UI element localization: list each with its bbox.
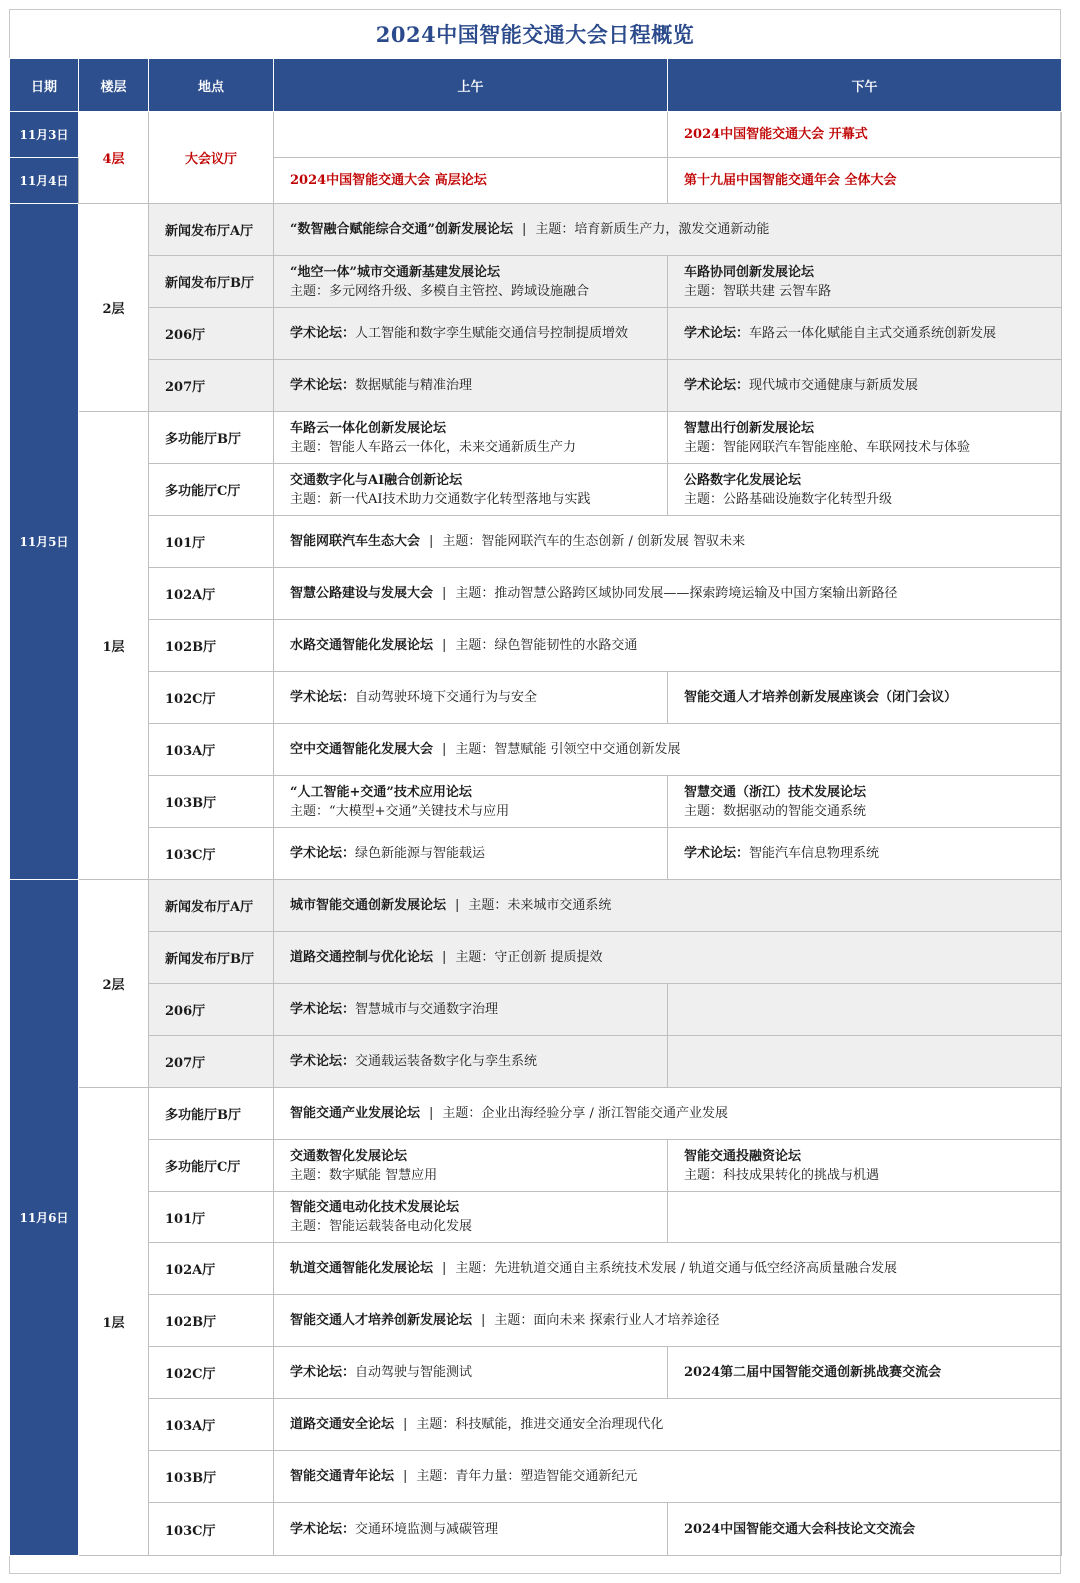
session-topic: 主题：“大模型+交通”关键技术与应用 <box>290 803 510 819</box>
am-cell <box>274 112 668 158</box>
separator: | <box>429 1106 434 1121</box>
separator: | <box>442 586 447 601</box>
session-title: 智能交通人才培养创新发展座谈会（闭门会议） <box>684 690 958 705</box>
session-title: 2024第二届中国智能交通创新挑战赛交流会 <box>684 1365 942 1380</box>
room-cell: 103B厅 <box>149 776 274 828</box>
floor-cell: 2层 <box>79 204 149 412</box>
session-topic: 自动驾驶环境下交通行为与安全 <box>355 690 538 705</box>
schedule-row <box>10 1036 1062 1088</box>
floor-cell: 1层 <box>79 1088 149 1556</box>
session-title: 轨道交通智能化发展论坛 <box>290 1261 434 1276</box>
pm-cell <box>668 984 1062 1036</box>
am-cell <box>274 1036 668 1088</box>
floor-cell: 2层 <box>79 880 149 1088</box>
separator: | <box>521 222 527 237</box>
pm-cell <box>668 1503 1062 1556</box>
session-title: 学术论坛： <box>290 1365 356 1380</box>
session-topic: 主题：未来城市交通系统 <box>468 898 612 913</box>
header-place: 地点 <box>149 59 274 112</box>
schedule-row <box>10 412 1062 464</box>
separator: | <box>481 1313 486 1328</box>
schedule-row <box>10 1088 1062 1140</box>
schedule-row <box>10 360 1062 412</box>
room-cell: 多功能厅C厅 <box>149 464 274 516</box>
session-full-cell <box>274 932 1062 984</box>
am-cell <box>274 1503 668 1556</box>
session-topic: 智能汽车信息物理系统 <box>749 846 880 861</box>
room-cell: 103B厅 <box>149 1451 274 1503</box>
schedule-row <box>10 464 1062 516</box>
session-title: 学术论坛： <box>290 326 356 341</box>
session-title: 学术论坛： <box>290 846 356 861</box>
session-title: 学术论坛： <box>290 1521 356 1537</box>
session-full-cell <box>274 1399 1062 1451</box>
pm-cell: 第十九届中国智能交通年会 全体大会 <box>668 158 1062 204</box>
schedule-row <box>10 516 1062 568</box>
session-topic: 主题：企业出海经验分享 / 浙江智能交通产业发展 <box>442 1106 729 1121</box>
session-title: 2024中国智能交通大会科技论文交流会 <box>684 1521 916 1537</box>
separator: | <box>455 898 460 913</box>
room-cell: 新闻发布厅B厅 <box>149 256 274 308</box>
header-pm: 下午 <box>668 59 1062 112</box>
room-cell: 新闻发布厅A厅 <box>149 880 274 932</box>
session-topic: 主题：科技成果转化的挑战与机遇 <box>684 1167 880 1183</box>
session-title: 智慧公路建设与发展大会 <box>290 586 434 601</box>
room-cell: 103A厅 <box>149 1399 274 1451</box>
schedule-row <box>10 308 1062 360</box>
room-cell: 207厅 <box>149 1036 274 1088</box>
room-cell: 102C厅 <box>149 672 274 724</box>
session-topic: 主题：科技赋能，推进交通安全治理现代化 <box>416 1417 664 1432</box>
schedule-row <box>10 1243 1062 1295</box>
schedule-row <box>10 776 1062 828</box>
session-full-cell <box>274 1243 1062 1295</box>
am-cell <box>274 984 668 1036</box>
session-title: 智能交通青年论坛 <box>290 1469 395 1484</box>
date-cell: 11月6日 <box>10 880 79 1556</box>
session-title: 学术论坛： <box>684 326 750 341</box>
session-topic: 现代城市交通健康与新质发展 <box>749 378 919 393</box>
am-cell <box>274 308 668 360</box>
floor-cell: 1层 <box>79 412 149 880</box>
session-topic: 主题：先进轨道交通自主系统技术发展 / 轨道交通与低空经济高质量融合发展 <box>455 1261 898 1276</box>
schedule-row <box>10 620 1062 672</box>
session-full-cell <box>274 1295 1062 1347</box>
pm-cell <box>668 308 1062 360</box>
session-title: 智能交通投融资论坛 <box>684 1148 802 1164</box>
session-full-cell <box>274 880 1062 932</box>
am-cell <box>274 672 668 724</box>
room-cell: 多功能厅B厅 <box>149 1088 274 1140</box>
separator: | <box>442 950 447 965</box>
pm-cell <box>668 672 1062 724</box>
am-cell <box>274 1140 668 1192</box>
session-title: 学术论坛： <box>684 378 750 393</box>
room-cell: 新闻发布厅A厅 <box>149 204 274 256</box>
room-cell: 103A厅 <box>149 724 274 776</box>
pm-cell <box>668 464 1062 516</box>
separator: | <box>442 742 447 757</box>
header-row <box>10 59 1062 112</box>
session-topic: 主题：智能网联汽车智能座舱、车联网技术与体验 <box>684 439 971 455</box>
pm-cell <box>668 828 1062 880</box>
session-title: 智能交通电动化技术发展论坛 <box>290 1200 460 1215</box>
session-title: 车路云一体化创新发展论坛 <box>290 420 447 436</box>
session-full-cell <box>274 620 1062 672</box>
pm-cell <box>668 776 1062 828</box>
session-title: 公路数字化发展论坛 <box>684 472 802 488</box>
am-cell <box>274 776 668 828</box>
am-cell <box>274 412 668 464</box>
session-title: 空中交通智能化发展大会 <box>290 742 434 757</box>
room-cell: 206厅 <box>149 984 274 1036</box>
place-cell: 大会议厅 <box>149 112 274 204</box>
room-cell: 103C厅 <box>149 828 274 880</box>
room-cell: 102B厅 <box>149 1295 274 1347</box>
date-cell: 11月3日 <box>10 112 79 158</box>
session-topic: 自动驾驶与智能测试 <box>355 1365 473 1380</box>
session-title: “人工智能+交通”技术应用论坛 <box>290 784 472 800</box>
session-topic: 主题：青年力量：塑造智能交通新纪元 <box>416 1469 638 1484</box>
room-cell: 多功能厅C厅 <box>149 1140 274 1192</box>
session-title: 智能交通人才培养创新发展论坛 <box>290 1313 473 1328</box>
am-cell <box>274 256 668 308</box>
session-title: 学术论坛： <box>290 690 356 705</box>
am-cell <box>274 828 668 880</box>
pm-cell <box>668 1036 1062 1088</box>
schedule-row <box>10 724 1062 776</box>
session-topic: 主题：数据驱动的智能交通系统 <box>684 803 867 819</box>
pm-cell <box>668 360 1062 412</box>
session-title: 水路交通智能化发展论坛 <box>290 638 434 653</box>
session-full-cell <box>274 204 1062 256</box>
schedule-row <box>10 568 1062 620</box>
date-cell: 11月4日 <box>10 158 79 204</box>
pm-cell <box>668 256 1062 308</box>
pm-cell <box>668 1347 1062 1399</box>
session-title: 城市智能交通创新发展论坛 <box>290 898 447 913</box>
separator: | <box>442 1261 447 1276</box>
schedule-row <box>10 256 1062 308</box>
schedule-row <box>10 1399 1062 1451</box>
room-cell: 102A厅 <box>149 1243 274 1295</box>
session-topic: 车路云一体化赋能自主式交通系统创新发展 <box>749 326 997 341</box>
session-topic: 数据赋能与精准治理 <box>355 378 473 393</box>
room-cell: 102B厅 <box>149 620 274 672</box>
session-topic: 主题：智能网联汽车的生态创新 / 创新发展 智驭未来 <box>442 534 746 549</box>
room-cell: 101厅 <box>149 1192 274 1243</box>
session-topic: 主题：面向未来 探索行业人才培养途径 <box>494 1313 720 1328</box>
schedule-row <box>10 1295 1062 1347</box>
session-title: 智能网联汽车生态大会 <box>290 534 421 549</box>
session-topic: 主题：守正创新 提质提效 <box>455 950 603 965</box>
schedule-table <box>9 58 1062 1556</box>
room-cell: 206厅 <box>149 308 274 360</box>
pm-cell <box>668 1192 1062 1243</box>
session-topic: 主题：公路基础设施数字化转型升级 <box>684 491 893 507</box>
header-floor: 楼层 <box>79 59 149 112</box>
session-title: 智能交通产业发展论坛 <box>290 1106 421 1121</box>
am-cell <box>274 1347 668 1399</box>
session-topic: 主题：智能运载装备电动化发展 <box>290 1219 473 1234</box>
date-cell: 11月5日 <box>10 204 79 880</box>
session-topic: 主题：智联共建 云智车路 <box>684 283 832 299</box>
pm-cell: 2024中国智能交通大会 开幕式 <box>668 112 1062 158</box>
session-title: 学术论坛： <box>684 846 750 861</box>
room-cell: 101厅 <box>149 516 274 568</box>
schedule-row <box>10 1140 1062 1192</box>
separator: | <box>429 534 434 549</box>
room-cell: 102A厅 <box>149 568 274 620</box>
session-topic: 主题：绿色智能韧性的水路交通 <box>455 638 638 653</box>
schedule-row <box>10 932 1062 984</box>
room-cell: 新闻发布厅B厅 <box>149 932 274 984</box>
session-title: 智慧出行创新发展论坛 <box>684 420 815 436</box>
session-topic: 主题：智能人车路云一体化，未来交通新质生产力 <box>290 439 577 455</box>
am-cell <box>274 464 668 516</box>
session-full-cell <box>274 724 1062 776</box>
session-topic: 人工智能和数字孪生赋能交通信号控制提质增效 <box>355 326 629 341</box>
page-title: 2024中国智能交通大会日程概览 <box>375 22 695 47</box>
am-cell <box>274 1192 668 1243</box>
schedule-row <box>10 1347 1062 1399</box>
session-title: 学术论坛： <box>290 1054 356 1069</box>
session-full-cell <box>274 1451 1062 1503</box>
session-full-cell <box>274 516 1062 568</box>
session-title: 车路协同创新发展论坛 <box>684 264 815 280</box>
floor-cell: 4层 <box>79 112 149 204</box>
session-topic: 交通载运装备数字化与孪生系统 <box>355 1054 538 1069</box>
session-title: 交通数智化发展论坛 <box>290 1148 408 1164</box>
session-topic: 主题：多元网络升级、多模自主管控、跨域设施融合 <box>290 283 590 299</box>
room-cell: 103C厅 <box>149 1503 274 1556</box>
session-topic: 智慧城市与交通数字治理 <box>355 1002 499 1017</box>
session-topic: 主题：培育新质生产力，激发交通新动能 <box>535 222 770 237</box>
schedule-row <box>10 204 1062 256</box>
opening-row-1 <box>10 112 1062 158</box>
schedule-row <box>10 672 1062 724</box>
am-cell: 2024中国智能交通大会 高层论坛 <box>274 158 668 204</box>
header-date: 日期 <box>10 59 79 112</box>
am-cell <box>274 360 668 412</box>
session-topic: 绿色新能源与智能载运 <box>355 846 486 861</box>
separator: | <box>403 1469 408 1484</box>
schedule-row <box>10 828 1062 880</box>
schedule-row <box>10 880 1062 932</box>
room-cell: 207厅 <box>149 360 274 412</box>
session-title: “数智融合赋能综合交通”创新发展论坛 <box>290 222 513 237</box>
session-title: 道路交通控制与优化论坛 <box>290 950 434 965</box>
separator: | <box>403 1417 408 1432</box>
session-title: 智慧交通（浙江）技术发展论坛 <box>684 784 867 800</box>
session-title: “地空一体”城市交通新基建发展论坛 <box>290 264 500 280</box>
session-topic: 主题：智慧赋能 引领空中交通创新发展 <box>455 742 681 757</box>
schedule-row <box>10 1451 1062 1503</box>
session-topic: 交通环境监测与减碳管理 <box>355 1521 499 1537</box>
separator: | <box>442 638 447 653</box>
schedule-row <box>10 1503 1062 1556</box>
session-title: 道路交通安全论坛 <box>290 1417 395 1432</box>
session-topic: 主题：推动智慧公路跨区域协同发展——探索跨境运输及中国方案输出新路径 <box>455 586 898 601</box>
session-topic: 主题：新一代AI技术助力交通数字化转型落地与实践 <box>290 491 591 507</box>
room-cell: 多功能厅B厅 <box>149 412 274 464</box>
session-full-cell <box>274 568 1062 620</box>
pm-cell <box>668 1140 1062 1192</box>
header-am: 上午 <box>274 59 668 112</box>
session-full-cell <box>274 1088 1062 1140</box>
pm-cell <box>668 412 1062 464</box>
schedule-row <box>10 1192 1062 1243</box>
session-topic: 主题：数字赋能 智慧应用 <box>290 1167 438 1183</box>
session-title: 学术论坛： <box>290 378 356 393</box>
session-title: 学术论坛： <box>290 1002 356 1017</box>
room-cell: 102C厅 <box>149 1347 274 1399</box>
schedule-row <box>10 984 1062 1036</box>
session-title: 交通数字化与AI融合创新论坛 <box>290 472 463 488</box>
